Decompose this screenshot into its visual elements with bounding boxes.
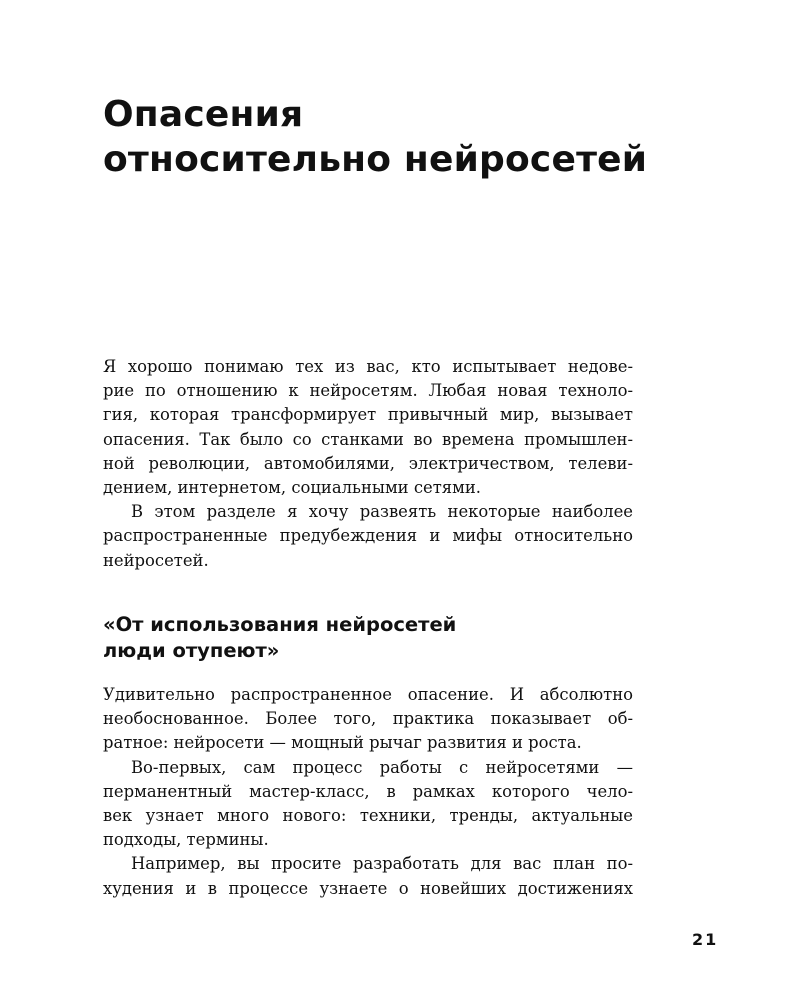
text-line: перманентный мастер-класс, в рамках которого чело- [103,781,633,801]
text-line: Во-первых, сам процесс работы с нейросетями — [131,757,633,777]
page-number: 21 [692,930,719,949]
text-line: век узнает много нового: техники, тренды, актуальные [103,806,633,826]
section-heading-line: «От использования нейросетей [103,613,457,636]
text-line: Удивительно распространенное опасение. И абсолютно [103,685,633,704]
text-line: подходы, термины. [103,830,269,850]
text-line: дением, интернетом, социальными сетями. [103,478,481,498]
text-line: ной революции, автомобилями, электричеством, телеви- [103,453,633,473]
intro-text [103,355,633,573]
section-text [103,683,633,901]
text-line: В этом разделе я хочу развеять некоторые наиболее [131,502,633,522]
section-heading [103,612,623,664]
text-line: худения и в процессе узнаете о новейших достижениях [103,878,633,898]
chapter-title-line: Опасения [103,94,304,135]
text-line: опасения. Так было со станками во времена промышлен- [103,429,633,449]
text-line: Я хорошо понимаю тех из вас, кто испытывает недове- [103,357,633,376]
chapter-title-line: относительно нейросетей [103,139,648,180]
text-line: рие по отношению к нейросетям. Любая новая техноло- [103,381,633,401]
text-line: Например, вы просите разработать для вас план по- [131,854,633,874]
text-line: распространенные предубеждения и мифы относительно [103,526,633,546]
section-heading-line: люди отупеют» [103,639,280,662]
text-line: ратное: нейросети — мощный рычаг развития и роста. [103,733,582,753]
chapter-title [103,92,663,182]
text-line: нейросетей. [103,550,209,570]
text-line: необоснованное. Более того, практика показывает об- [103,709,633,729]
text-line: гия, которая трансформирует привычный мир, вызывает [103,405,633,425]
